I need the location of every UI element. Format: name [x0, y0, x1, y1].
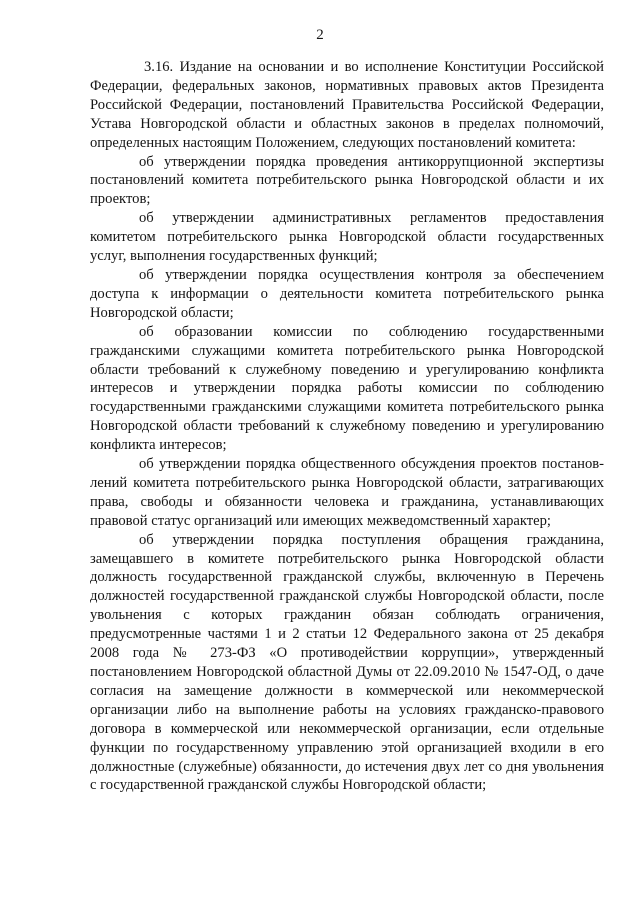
list-item-administrative-regulations: об утверждении административных регламентов предоставления комитетом потребительского рынка Новгородской области государственных услуг, выполнения государственных функций;: [90, 210, 604, 265]
list-item-information-access-control: об утверждении порядка осуществления контроля за обеспечением доступа к информации о деятельности комитета потребительского рынка Новгородской области;: [90, 266, 604, 321]
list-item-public-discussion: об утверждении порядка общественного обсуждения проектов постанов-лений комитета потребительского рынка Новгородской области, затрагивающих права, свободы и обязанности человека и гражданина, устанавливающих правовой статус организаций или имеющих межведомственный характер;: [90, 456, 604, 529]
list-item-anticorruption-expertise: об утверждении порядка проведения антикоррупционной экспертизы постановлений комитета потребительского рынка Новгородской области и их проектов;: [90, 153, 604, 208]
page-number: 2: [316, 27, 324, 43]
list-item-citizen-appeal-procedure: об утверждении порядка поступления обращения гражданина, замещавшего в комитете потребительского рынка Новгородской области должность государственной гражданской службы, включенную в Перечень должностей государственной гражданской службы Новгородской области, после увольнения с которых гражданин обязан соблюдать ограничения, предусмотренные частями 1 и 2 статьи 12 Федерального закона от 25 декабря 2008 года № 273-ФЗ «О противодействии коррупции», утвержденный постановлением Новгородской областной Думы от 22.09.2010 № 1547-ОД, о даче согласия на замещение должности в коммерческой или некоммерческой организации либо на выполнение работы на условиях гражданско-правового договора в коммерческой или некоммерческой организации, если отдельные функции по государственному управлению этой организацией входили в его должностные (служебные) обязанности, до истечения двух лет со дня увольнения с государственной гражданской службы Новгородской области;: [90, 531, 604, 794]
list-item-conduct-commission: об образовании комиссии по соблюдению государственными гражданскими служащими комитета потребительского рынка Новгородской области требований к служебному поведению и урегулированию конфликта интересов и утверждении порядка работы комиссии по соблюдению государственными гражданскими служащими комитета потребительского рынка Новгородской области требований к служебному поведению и урегулированию конфликта интересов;: [90, 323, 604, 454]
document-body: [90, 58, 604, 795]
paragraph-3-16: 3.16. Издание на основании и во исполнение Конституции Российской Федерации, федеральных законов, нормативных правовых актов Президента Российской Федерации, постановлений Правительства Российской Федерации, Устава Новгородской области и областных законов в пределах полномочий, определенных настоящим Положением, следующих постановлений комитета:: [90, 59, 604, 151]
